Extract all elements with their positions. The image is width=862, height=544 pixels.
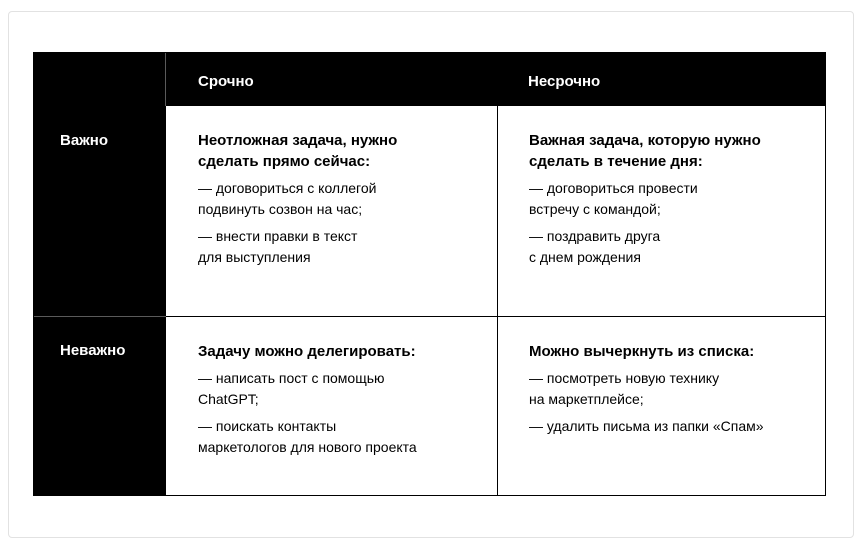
row-header-not-important: Неважно	[34, 316, 166, 495]
cell-title: Можно вычеркнуть из списка:	[529, 343, 755, 360]
column-header-urgent: Срочно	[166, 53, 497, 106]
list-item: — поздравить друга с днем рождения	[529, 228, 661, 265]
cell-title: Задачу можно делегировать:	[198, 343, 416, 360]
column-header-not-urgent: Несрочно	[497, 53, 825, 106]
cell-title: Важная задача, которую нужно сделать в течение дня:	[529, 132, 761, 170]
cell-important-urgent	[166, 106, 497, 316]
cell-not-important-urgent	[166, 316, 497, 495]
list-item: — поискать контакты маркетологов для нового проекта	[198, 418, 417, 455]
list-item: — договориться с коллегой подвинуть созвон на час;	[198, 180, 377, 217]
cell-important-not-urgent	[497, 106, 825, 316]
list-item: — посмотреть новую технику на маркетплейсе;	[529, 370, 720, 407]
list-item: — договориться провести встречу с командой;	[529, 180, 698, 217]
list-item: — удалить письма из папки «Спам»	[529, 418, 764, 434]
cell-not-important-not-urgent	[497, 316, 825, 495]
eisenhower-matrix	[33, 52, 826, 496]
list-item: — внести правки в текст для выступления	[198, 228, 358, 265]
row-header-important: Важно	[34, 106, 166, 316]
list-item: — написать пост с помощью ChatGPT;	[198, 370, 385, 407]
cell-title: Неотложная задача, нужно сделать прямо сейчас:	[198, 132, 398, 170]
matrix-corner	[34, 53, 166, 106]
